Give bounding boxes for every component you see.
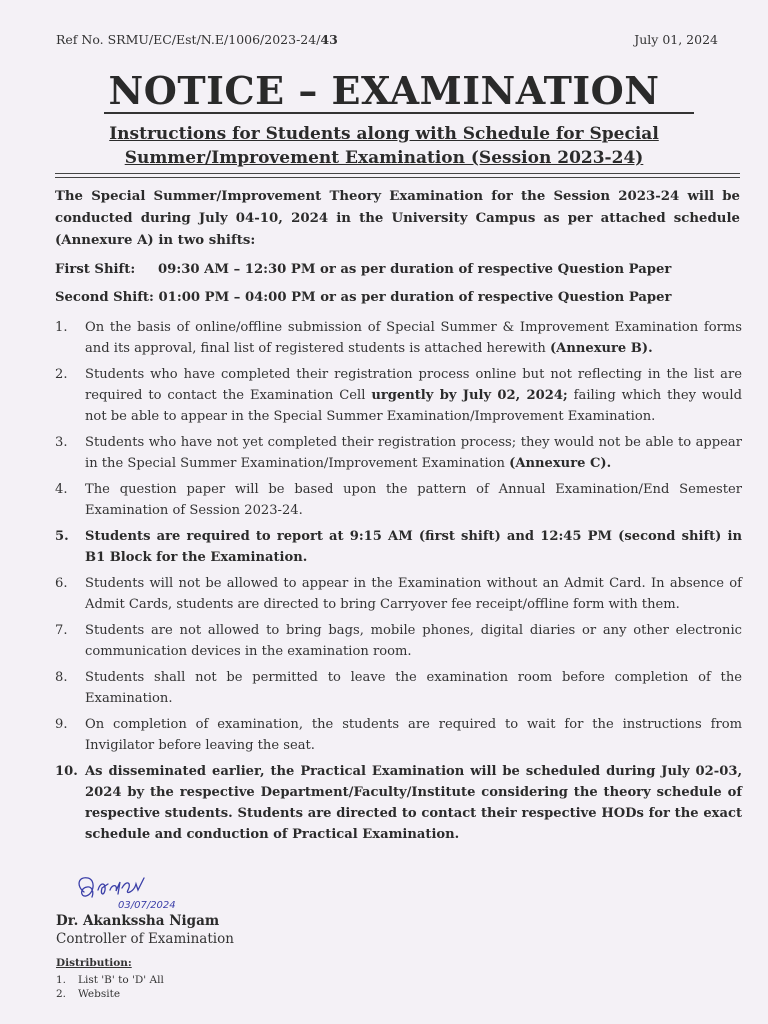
list-item: 1. On the basis of online/offline submission of Special Summer & Improvement Examination forms and its approval, final list of registered students is attached herewith (Annexure B).: [55, 320, 742, 356]
list-item: 5. Students are required to report at 9:15 AM (first shift) and 12:45 PM (second shift) in B1 Block for the Examination.: [55, 529, 742, 565]
first-shift-text: 09:30 AM – 12:30 PM or as per duration of respective Question Paper: [158, 262, 672, 277]
list-item: 10. As disseminated earlier, the Practical Examination will be scheduled during July 02-03, 2024 by the respective Department/Faculty/Institute considering the theory schedule of respective students. Students are directed to contact their respective HODs for the exact schedule and conduction of Practical Examination.: [55, 764, 742, 842]
list-item: 2. Website: [56, 988, 121, 1000]
second-shift-text: 01:00 PM – 04:00 PM or as per duration of respective Question Paper: [158, 290, 672, 305]
handwritten-signature: [72, 870, 202, 915]
list-item: 1. List 'B' to 'D' All: [56, 974, 164, 986]
first-shift: [55, 262, 740, 277]
page-title: NOTICE – EXAMINATION: [108, 68, 660, 113]
instruction-list: [55, 317, 742, 850]
list-item: 6. Students will not be allowed to appear in the Examination without an Admit Card. In absence of Admit Cards, students are directed to bring Carryover fee receipt/offline form with them.: [55, 576, 742, 612]
list-item: 2. Students who have completed their registration process online but not reflecting in the list are required to contact the Examination Cell urgently by July 02, 2024; failing which they would not be able to appear in the Special Summer Examination/Improvement Examination.: [55, 367, 742, 424]
signer-role: Controller of Examination: [56, 931, 234, 947]
divider-bottom: [55, 177, 740, 178]
intro-paragraph: The Special Summer/Improvement Theory Examination for the Session 2023-24 will be conducted during July 04-10, 2024 in the University Campus as per attached schedule (Annexure A) in two shifts:: [55, 189, 740, 248]
divider-top: [55, 173, 740, 174]
subtitle: [60, 122, 708, 170]
second-shift-label: Second Shift:: [55, 290, 154, 305]
distribution-list: [56, 973, 164, 1001]
second-shift: [55, 290, 740, 305]
list-item: 9. On completion of examination, the students are required to wait for the instructions from Invigilator before leaving the seat.: [55, 717, 742, 753]
list-item: 3. Students who have not yet completed their registration process; they would not be able to appear in the Special Summer Examination/Improvement Examination (Annexure C).: [55, 435, 742, 471]
reference-number: Ref No. SRMU/EC/Est/N.E/1006/2023-24/43: [56, 32, 338, 47]
list-item: 7. Students are not allowed to bring bags, mobile phones, digital diaries or any other electronic communication devices in the examination room.: [55, 623, 742, 659]
subtitle-line-2: Summer/Improvement Examination (Session 2023-24): [124, 148, 644, 168]
distribution-heading: Distribution:: [56, 957, 132, 969]
signer-name: Dr. Akankssha Nigam: [56, 913, 220, 929]
first-shift-label: First Shift:: [55, 262, 136, 277]
subtitle-line-1: Instructions for Students along with Schedule for Special: [109, 124, 659, 144]
title-divider: [104, 112, 694, 114]
signature-date: 03/07/2024: [118, 900, 176, 911]
notice-date: July 01, 2024: [634, 32, 718, 47]
list-item: 4. The question paper will be based upon the pattern of Annual Examination/End Semester Examination of Session 2023-24.: [55, 482, 742, 518]
list-item: 8. Students shall not be permitted to leave the examination room before completion of the Examination.: [55, 670, 742, 706]
reference-number-bold: 43: [320, 32, 338, 47]
